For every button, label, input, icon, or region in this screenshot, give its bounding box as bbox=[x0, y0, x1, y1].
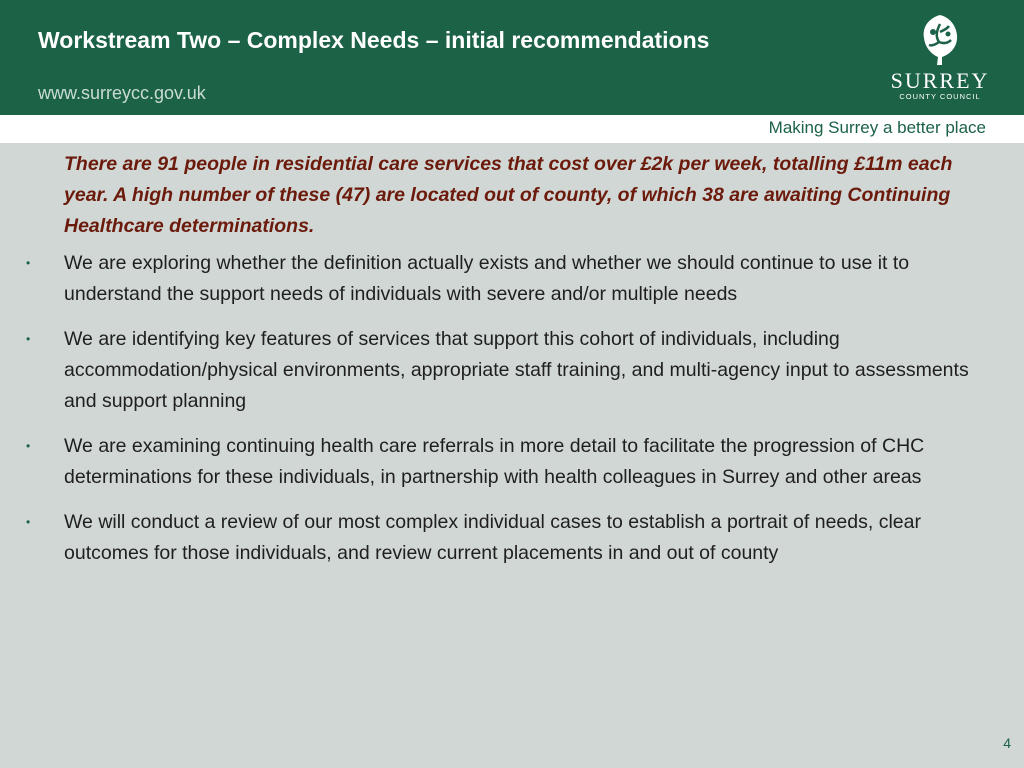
logo-subtitle: COUNTY COUNCIL bbox=[899, 92, 981, 101]
page-number: 4 bbox=[1003, 735, 1011, 751]
logo-wordmark: SURREY bbox=[890, 68, 990, 93]
intro-statement: There are 91 people in residential care services that cost over £2k per week, totalling £11m each year. A high number of these (47) are located out of county, of which 38 are awaiting Continuing Healthcare determinations. bbox=[64, 153, 953, 237]
bullet-dot-icon: • bbox=[26, 515, 31, 529]
website-url: www.surreycc.gov.uk bbox=[38, 83, 206, 103]
list-item bbox=[26, 431, 984, 493]
list-item-text: We are exploring whether the definition actually exists and whether we should continue to use it to understand the support needs of individuals with severe and/or multiple needs bbox=[64, 252, 910, 305]
list-item bbox=[26, 248, 984, 310]
header-bar bbox=[0, 0, 1024, 115]
list-item bbox=[26, 324, 984, 417]
list-item bbox=[26, 507, 984, 569]
list-item-text: We are examining continuing health care referrals in more detail to facilitate the progression of CHC determinations for these individuals, in partnership with health colleagues in Surrey and other areas bbox=[64, 435, 925, 488]
surrey-logo bbox=[888, 12, 992, 102]
slide-content bbox=[0, 145, 1024, 583]
list-item-text: We are identifying key features of services that support this cohort of individuals, including accommodation/physical environments, appropriate staff training, and multi-agency input to assessments and support planning bbox=[64, 328, 969, 412]
bullet-list bbox=[0, 248, 1024, 569]
bullet-dot-icon: • bbox=[26, 332, 31, 346]
slide-title: Workstream Two – Complex Needs – initial recommendations bbox=[38, 27, 710, 53]
bullet-dot-icon: • bbox=[26, 256, 31, 270]
strapline: Making Surrey a better place bbox=[768, 118, 986, 137]
bullet-dot-icon: • bbox=[26, 439, 31, 453]
list-item-text: We will conduct a review of our most complex individual cases to establish a portrait of needs, clear outcomes for those individuals, and review current placements in and out of county bbox=[64, 511, 921, 564]
surrey-tree-leaf-icon bbox=[915, 12, 965, 67]
